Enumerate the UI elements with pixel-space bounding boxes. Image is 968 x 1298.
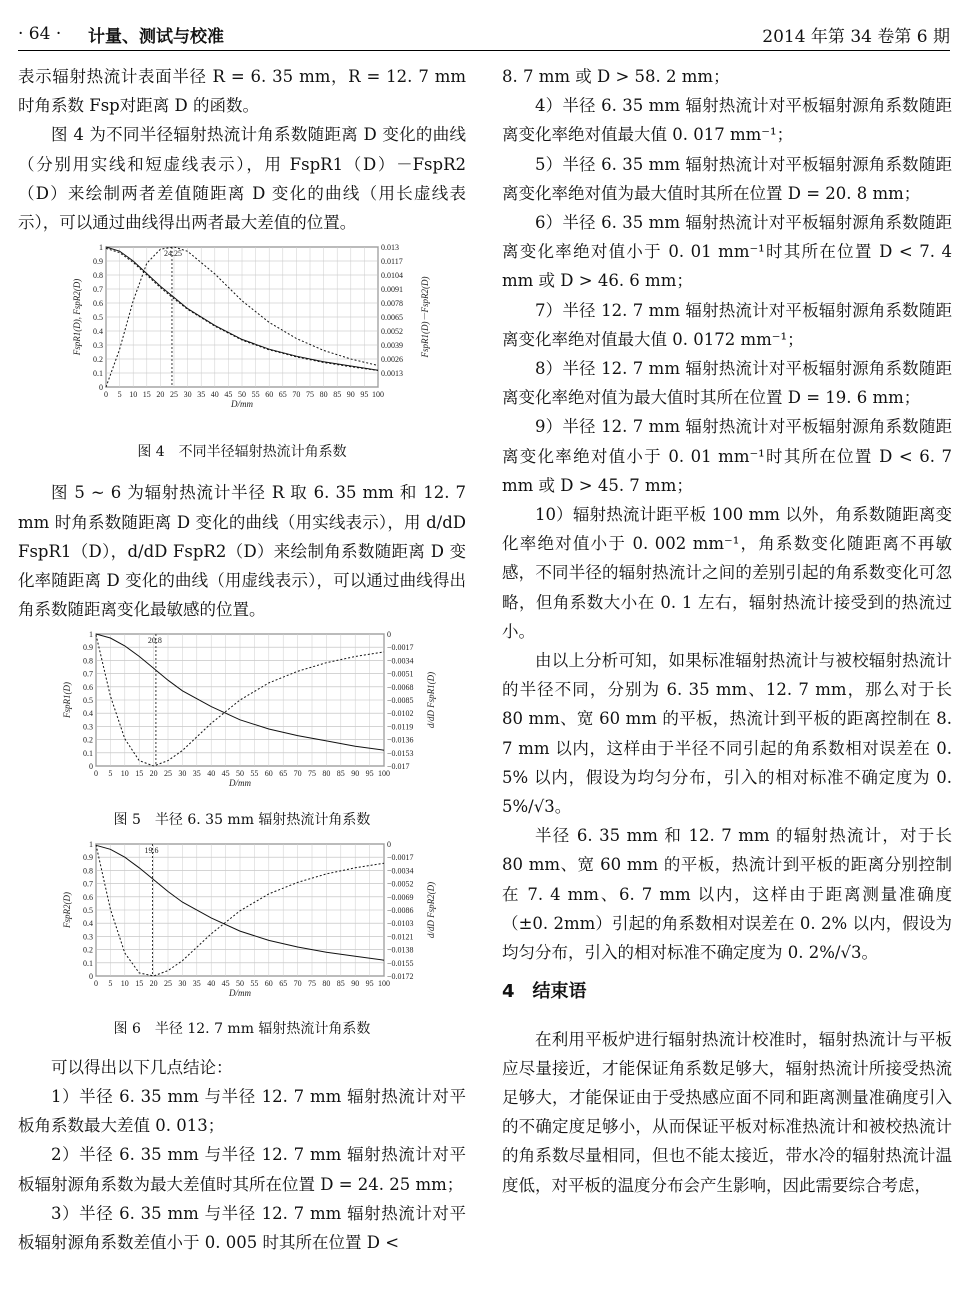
conclusion-item: 8）半径 12. 7 mm 辐射热流计对平板辐射源角系数随距离变化率绝对值为最大值时其所在位置 D = 19. 6 mm； [502,359,952,408]
y2-tick-label: 0 [387,630,391,640]
y-tick-label: 1 [89,630,93,640]
paragraph: 在利用平板炉进行辐射热流计校准时，辐射热流计与平板应尽量接近，才能保证角系数足够大，辐射热流计所接受热流足够大，才能保证由于受热感应面不同和距离测量准确度引入的不确定度足够小，从而保证平板对标准热流计和被校热流计的角系数尽量相同，但也不能太接近，带水冷的辐射热流计温度低，对平板的温度分布会产生影响，因此需要综合考虑， [502,1029,952,1195]
y-tick-label: 0.4 [93,327,103,337]
y2-tick-label: −0.0153 [387,749,414,759]
x-tick-label: 30 [178,769,187,779]
x-axis-label: D/mm [229,778,251,789]
x-tick-label: 10 [120,769,129,779]
y-tick-label: 0.4 [83,709,93,719]
x-tick-label: 35 [197,390,206,400]
y2-axis-label: d/dD FspR1(D) [426,672,436,729]
y-tick-label: 1 [89,839,93,849]
y2-tick-label: −0.0136 [387,736,414,746]
y2-tick-label: −0.0119 [387,722,414,732]
y-tick-label: 0.4 [83,918,93,928]
y2-tick-label: 0.0052 [381,327,403,337]
x-tick-label: 90 [351,978,360,988]
x-tick-label: 60 [264,769,273,779]
y2-tick-label: −0.0068 [387,683,414,693]
y2-tick-label: −0.0155 [387,958,414,968]
x-tick-label: 5 [108,978,113,988]
y-tick-label: 0.1 [83,749,93,759]
left-column [18,62,466,1257]
conclusion-item: 9）半径 12. 7 mm 辐射热流计对平板辐射源角系数随距离变化率绝对值小于 0. 01 mm⁻¹时其所在位置 D < 6. 7 mm 或 D > 45. 7 mm； [502,417,952,495]
y-tick-label: 0.9 [83,852,93,862]
x-tick-label: 85 [336,978,345,988]
y2-tick-label: 0.0013 [381,369,403,379]
x-tick-label: 80 [322,978,331,988]
y2-tick-label: −0.017 [387,762,410,772]
y2-tick-label: −0.0172 [387,971,414,981]
y2-tick-label: 0.0117 [381,257,403,267]
x-tick-label: 90 [351,769,360,779]
x-tick-label: 60 [265,390,274,400]
y2-tick-label: 0.0078 [381,299,403,309]
conclusion-item: 6）半径 6. 35 mm 辐射热流计对平板辐射源角系数随距离变化率绝对值小于 0. 01 mm⁻¹时其所在位置 D < 7. 4 mm 或 D > 46. 6 mm； [502,213,952,291]
paragraph: 图 4 为不同半径辐射热流计角系数随距离 D 变化的曲线（分别用实线和短虚线表示），用 FspR1（D）－FspR2（D）来绘制两者差值随距离 D 变化的曲线（用长虚线表示），可以通过曲线得出两者最大差值的位置。 [18,125,466,233]
x-tick-label: 50 [236,978,244,988]
x-tick-label: 35 [192,978,201,988]
y-axis-label: FspR2(D) [62,891,72,928]
y-tick-label: 0.1 [93,369,103,379]
figure-6-chart [18,838,466,1008]
x-tick-label: 50 [236,769,244,779]
x-tick-label: 45 [224,390,233,400]
x-tick-label: 5 [108,769,113,779]
x-tick-label: 20 [149,769,158,779]
y-tick-label: 1 [99,243,103,253]
y-tick-label: 0.5 [83,696,93,706]
x-tick-label: 15 [142,390,151,400]
y2-tick-label: −0.0051 [387,670,414,680]
conclusion-item: 1）半径 6. 35 mm 与半径 12. 7 mm 辐射热流计对平板角系数最大差值 0. 013； [18,1087,466,1136]
x-tick-label: 50 [238,390,246,400]
right-column [502,62,952,1200]
figure-5-chart [18,628,466,798]
x-tick-label: 70 [293,769,302,779]
x-tick-label: 10 [129,390,138,400]
y2-tick-label: −0.0034 [387,656,414,666]
conclusion-item: 7）半径 12. 7 mm 辐射热流计对平板辐射源角系数随距离变化率绝对值最大值 0. 0172 mm⁻¹； [502,300,952,349]
annotation-label: 19.6 [144,845,159,855]
x-tick-label: 20 [149,978,158,988]
y-tick-label: 0.6 [93,299,103,309]
y2-tick-label: 0.0065 [381,313,403,323]
figure-4-caption: 图 4 不同半径辐射热流计角系数 [137,444,347,461]
y-tick-label: 0.9 [83,643,93,653]
paragraph: 由以上分析可知，如果标准辐射热流计与被校辐射热流计的半径不同，分别为 6. 35 mm、12. 7 mm，那么对于长 80 mm、宽 60 mm 的平板，热流计到平板的距离控制在 8. 7 mm 以内，这样由于半径不同引起的角系数相对误差在 0. 5% 以内，假设为均匀分布，引入的相对标准不确定度为 0. 5%/√3。 [502,651,952,817]
y-tick-label: 0.1 [83,958,93,968]
x-tick-label: 75 [306,390,314,400]
paragraph: 表示辐射热流计表面半径 R = 6. 35 mm，R = 12. 7 mm 时角系数 Fsp对距离 D 的函数。 [18,67,466,116]
figure-5-caption: 图 5 半径 6. 35 mm 辐射热流计角系数 [113,811,371,828]
y-tick-label: 0.2 [93,355,103,365]
y-tick-label: 0.7 [83,670,93,680]
y-tick-label: 0 [89,762,93,772]
y2-tick-label: −0.0138 [387,945,414,955]
x-tick-label: 35 [192,769,201,779]
y2-tick-label: −0.0017 [387,643,414,653]
x-tick-label: 90 [346,390,355,400]
y2-tick-label: −0.0103 [387,918,414,928]
x-tick-label: 0 [94,769,98,779]
y-tick-label: 0.2 [83,736,93,746]
y-tick-label: 0.6 [83,683,93,693]
x-tick-label: 65 [279,769,288,779]
x-axis-label: D/mm [231,399,253,410]
figure-6 [18,838,466,1041]
figure-5 [18,628,466,831]
x-tick-label: 15 [135,978,144,988]
y-axis-label: FspR1(D) [62,682,72,719]
y2-tick-label: −0.0034 [387,866,414,876]
y-tick-label: 0.8 [83,866,93,876]
y-tick-label: 0.9 [93,257,103,267]
x-tick-label: 15 [135,769,144,779]
page-number: · 64 · [18,24,62,44]
x-tick-label: 5 [117,390,122,400]
y2-tick-label: −0.0085 [387,696,414,706]
x-tick-label: 80 [322,769,331,779]
y-tick-label: 0.3 [93,341,103,351]
x-tick-label: 100 [378,769,390,779]
y-axis-label: FspR1(D), FspR2(D) [72,278,82,356]
x-tick-label: 40 [207,978,216,988]
x-tick-label: 80 [319,390,328,400]
conclusion-item: 2）半径 6. 35 mm 与半径 12. 7 mm 辐射热流计对平板辐射源角系数为最大差值时其所在位置 D = 24. 25 mm； [18,1145,466,1194]
x-tick-label: 40 [207,769,216,779]
y-tick-label: 0.5 [83,905,93,915]
conclusion-item: 5）半径 6. 35 mm 辐射热流计对平板辐射源角系数随距离变化率绝对值为最大值时其所在位置 D = 20. 8 mm； [502,154,952,203]
x-tick-label: 75 [308,978,316,988]
x-tick-label: 45 [221,978,230,988]
y-tick-label: 0.3 [83,932,93,942]
y2-axis-label: FspR1(D)－FspR2(D) [420,276,430,358]
y-tick-label: 0.2 [83,945,93,955]
y2-tick-label: −0.0086 [387,905,414,915]
y2-tick-label: −0.0102 [387,709,414,719]
y-tick-label: 0.7 [83,879,93,889]
conclusion-item: 3）半径 6. 35 mm 与半径 12. 7 mm 辐射热流计对平板辐射源角系数差值小于 0. 005 时其所在位置 D < [18,1203,466,1253]
y-tick-label: 0.8 [83,656,93,666]
x-tick-label: 70 [292,390,301,400]
x-tick-label: 30 [183,390,192,400]
issue-info: 2014 年第 34 卷第 6 期 [762,26,950,47]
x-tick-label: 95 [365,978,374,988]
y-tick-label: 0 [89,971,93,981]
y-tick-label: 0.7 [93,285,103,295]
x-tick-label: 55 [251,390,260,400]
x-tick-label: 25 [164,769,172,779]
y-tick-label: 0.8 [93,271,103,281]
y2-tick-label: 0.0026 [381,355,403,365]
x-axis-label: D/mm [229,987,251,998]
conclusion-item: 4）半径 6. 35 mm 辐射热流计对平板辐射源角系数随距离变化率绝对值最大值 0. 017 mm⁻¹； [502,96,952,145]
paragraph: 半径 6. 35 mm 和 12. 7 mm 的辐射热流计，对于长 80 mm、宽 60 mm 的平板，热流计到平板的距离分别控制在 7. 4 mm、6. 7 mm 以内，这样由于距离测量准确度（±0. 2mm）引起的角系数相对误差在 0. 2% 以内，假设为均匀分布，引入的相对标准不确定度为 0. 2%/√3。 [502,826,952,963]
x-tick-label: 85 [336,769,345,779]
y-tick-label: 0.3 [83,722,93,732]
x-tick-label: 40 [210,390,219,400]
x-tick-label: 60 [264,978,273,988]
x-tick-label: 0 [104,390,108,400]
annotation-label: 24.25 [163,249,182,259]
running-header [18,18,950,51]
x-tick-label: 65 [279,978,288,988]
x-tick-label: 0 [94,978,98,988]
x-tick-label: 95 [365,769,374,779]
x-tick-label: 55 [250,769,259,779]
y2-tick-label: 0.0104 [381,271,403,281]
x-tick-label: 95 [360,390,369,400]
figure-6-caption: 图 6 半径 12. 7 mm 辐射热流计角系数 [113,1020,371,1037]
y-tick-label: 0.5 [93,313,103,323]
y2-tick-label: 0.0039 [381,341,403,351]
y2-tick-label: −0.0069 [387,892,414,902]
x-tick-label: 45 [221,769,230,779]
x-tick-label: 10 [120,978,129,988]
x-tick-label: 65 [278,390,287,400]
paragraph: 可以得出以下几点结论： [51,1057,233,1077]
y2-tick-label: −0.0017 [387,852,414,862]
figure-4 [18,241,466,464]
paragraph: 图 5 ~ 6 为辐射热流计半径 R 取 6. 35 mm 和 12. 7 mm 时角系数随距离 D 变化的曲线（用实线表示），用 d/dD FspR1（D），d/dD FspR2（D）来绘制角系数随距离 D 变化率随距离 D 变化的曲线（用虚线表示），可以通过曲线得出角系数随距离变化最敏感的位置。 [18,483,466,620]
x-tick-label: 30 [178,978,187,988]
x-tick-label: 55 [250,978,259,988]
y2-tick-label: 0 [387,839,391,849]
x-tick-label: 85 [333,390,342,400]
x-tick-label: 75 [308,769,316,779]
y2-tick-label: 0.013 [381,243,399,253]
x-tick-label: 25 [164,978,172,988]
annotation-label: 20.8 [147,636,162,646]
section-heading: 4 结束语 [502,981,587,1003]
paragraph: 8. 7 mm 或 D > 58. 2 mm； [502,67,730,86]
y2-axis-label: d/dD FspR2(D) [426,881,436,938]
y-tick-label: 0 [99,383,103,393]
conclusion-item: 10）辐射热流计距平板 100 mm 以外，角系数随距离变化率绝对值小于 0. 002 mm⁻¹，角系数变化随距离不再敏感，不同半径的辐射热流计之间的差别引起的角系数变化可忽略，但角系数大小在 0. 1 左右，辐射热流计接受到的热流过小。 [502,505,952,641]
x-tick-label: 20 [156,390,165,400]
y-tick-label: 0.6 [83,892,93,902]
y2-tick-label: −0.0121 [387,932,414,942]
figure-4-chart [18,241,466,431]
x-tick-label: 25 [170,390,178,400]
y2-tick-label: −0.0052 [387,879,414,889]
x-tick-label: 70 [293,978,302,988]
journal-title: 计量、测试与校准 [88,26,224,47]
x-tick-label: 100 [372,390,384,400]
y2-tick-label: 0.0091 [381,285,403,295]
x-tick-label: 100 [378,978,390,988]
